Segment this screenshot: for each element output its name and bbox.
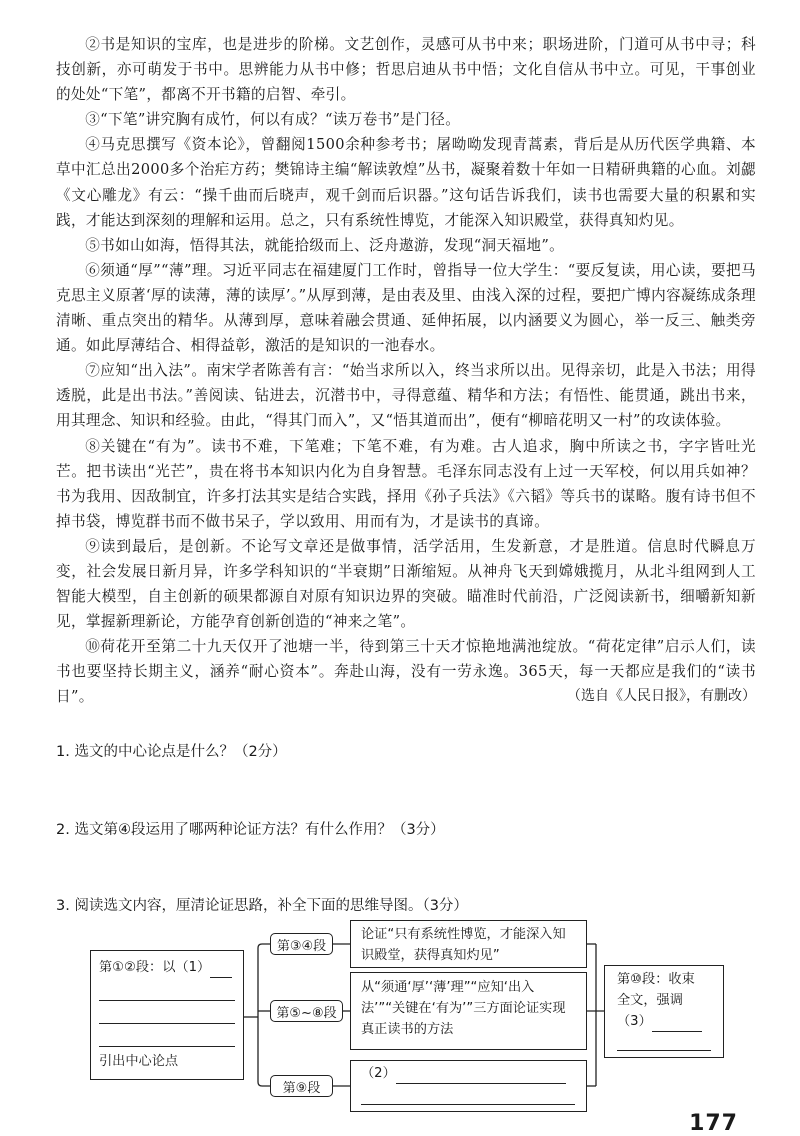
question-2: 2. 选文第④段运用了哪两种论证方法？有什么作用？（3分） [56,822,445,838]
blank-3a[interactable] [652,1031,702,1032]
box-para-3-4: 论证“只有系统性博览，才能深入知识殿堂，获得真知灼见” [350,920,587,968]
question-3: 3. 阅读选文内容，厘清论证思路，补全下面的思维导图。（3分） [56,898,468,914]
paragraph-6: ⑥须通“厚”“薄”理。习近平同志在福建厦门工作时，曾指导一位大学生：“要反复读，用心读，要把马克思主义原著‘厚的读薄，薄的读厚’。”从厚到薄，是由表及里、由浅入深的过程，要把广博内容凝练成条理清晰、重点突出的精华。从薄到厚，意味着融会贯通、延伸拓展，以内涵要义为圆心，举一反三、触类旁通。如此厚薄结合、相得益彰，激活的是知识的一池春水。 [56,261,756,355]
paragraph-10: ⑩荷花开至第二十九天仅开了池塘一半，待到第三十天才惊艳地满池绽放。“荷花定律”启示人们，读书也要坚持长期主义，涵养“耐心资本”。奔赴山海，没有一劳永逸。365天，每一天都应是我们的“读书日”。 [56,638,756,706]
blank-3b[interactable] [617,1032,711,1051]
right-box [604,965,724,1058]
blank-2b[interactable] [361,1084,575,1105]
node-para-9: 第⑨段 [270,1075,333,1097]
blank-1d[interactable] [99,1024,235,1047]
page-number: 177 [689,1111,738,1136]
left-box-bottom: 引出中心论点 [99,1054,179,1069]
box-para-9 [350,1060,587,1112]
blank-1b[interactable] [99,978,235,1001]
paragraph-8: ⑧关键在“有为”。读书不难，下笔难；下笔不难，有为难。古人追求，胸中所读之书，字字皆吐光芒。把书读出“光芒”，贵在将书本知识内化为自身智慧。毛泽东同志没有上过一天军校，何以用兵如神？书为我用、因敌制宜，许多打法其实是结合实践，择用《孙子兵法》《六韬》等兵书的谋略。腹有诗书但不掉书袋，博览群书而不做书呆子，学以致用、用而有为，才是读书的真谛。 [56,437,756,530]
box-para-5-8: 从“须通‘厚’‘薄’理”“应知‘出入法’”“关键在‘有为’”三方面论证实现真正读书的方法 [350,972,587,1050]
right-line-2: 全文，强调 [617,993,683,1008]
blank-1a[interactable] [210,977,232,978]
blank-2a[interactable] [396,1083,566,1084]
question-1: 1. 选文的中心论点是什么？（2分） [56,744,287,760]
blank-3-row [617,1011,711,1032]
blank-3-label: （3） [617,1014,652,1029]
paragraph-7: ⑦应知“出入法”。南宋学者陈善有言：“始当求所以入，终当求所以出。见得亲切，此是入书法；用得透脱，此是出书法。”善阅读、钻进去，沉潜书中，寻得意蕴、精华和方法；有悟性、能贯通，跳出书来，用其理念、知识和经验。由此，“得其门而入”，又“悟其道而出”，便有“柳暗花明又一村”的攻读体验。 [56,362,756,430]
node-para-3-4: 第③④段 [270,933,333,955]
paragraph-5: ⑤书如山如海，悟得其法，就能拾级而上、泛舟遨游，发现“洞天福地”。 [85,236,565,254]
left-box [90,950,244,1080]
left-box-first-line [99,957,235,978]
node-para-5-8: 第⑤~⑧段 [270,1000,343,1022]
paragraph-9: ⑨读到最后，是创新。不论写文章还是做事情，活学活用，生发新意，才是胜道。信息时代瞬息万变，社会发展日新月异，许多学科知识的“半衰期”日渐缩短。从神舟飞天到嫦娥揽月，从北斗组网到人工智能大模型，自主创新的硕果都源自对原有知识边界的突破。瞄准时代前沿，广泛阅读新书，细嚼新知新见，掌握新理新论，方能孕育创新创造的“神来之笔”。 [56,537,756,631]
blank-2-label: （2） [361,1066,396,1081]
blank-1c[interactable] [99,1001,235,1024]
paragraph-3: ③“下笔”讲究胸有成竹，何以有成？“读万卷书”是门径。 [85,111,461,129]
source-citation: （选自《人民日报》，有删改） [567,687,756,704]
blank-2-row [361,1063,576,1084]
left-box-label: 第①②段：以（1） [99,960,211,975]
paragraph-4: ④马克思撰写《资本论》，曾翻阅1500余种参考书；屠呦呦发现青蒿素，背后是从历代医学典籍、本草中汇总出2000多个治疟方药；樊锦诗主编“解读敦煌”丛书，凝聚着数十年如一日精研典籍的心血。刘勰《文心雕龙》有云：“操千曲而后晓声，观千剑而后识器。”这句话告诉我们，读书也需要大量的积累和实践，才能达到深刻的理解和运用。总之，只有系统性博览，才能深入知识殿堂，获得真知灼见。 [56,136,756,229]
right-line-1: 第⑩段：收束 [617,972,695,987]
paragraph-2: ②书是知识的宝库，也是进步的阶梯。文艺创作，灵感可从书中来；职场进阶，门道可从书中寻；科技创新，亦可萌发于书中。思辨能力从书中修；哲思启迪从书中悟；文化自信从书中立。可见，干事创业的处处“下笔”，都离不开书籍的启智、牵引。 [56,36,756,104]
